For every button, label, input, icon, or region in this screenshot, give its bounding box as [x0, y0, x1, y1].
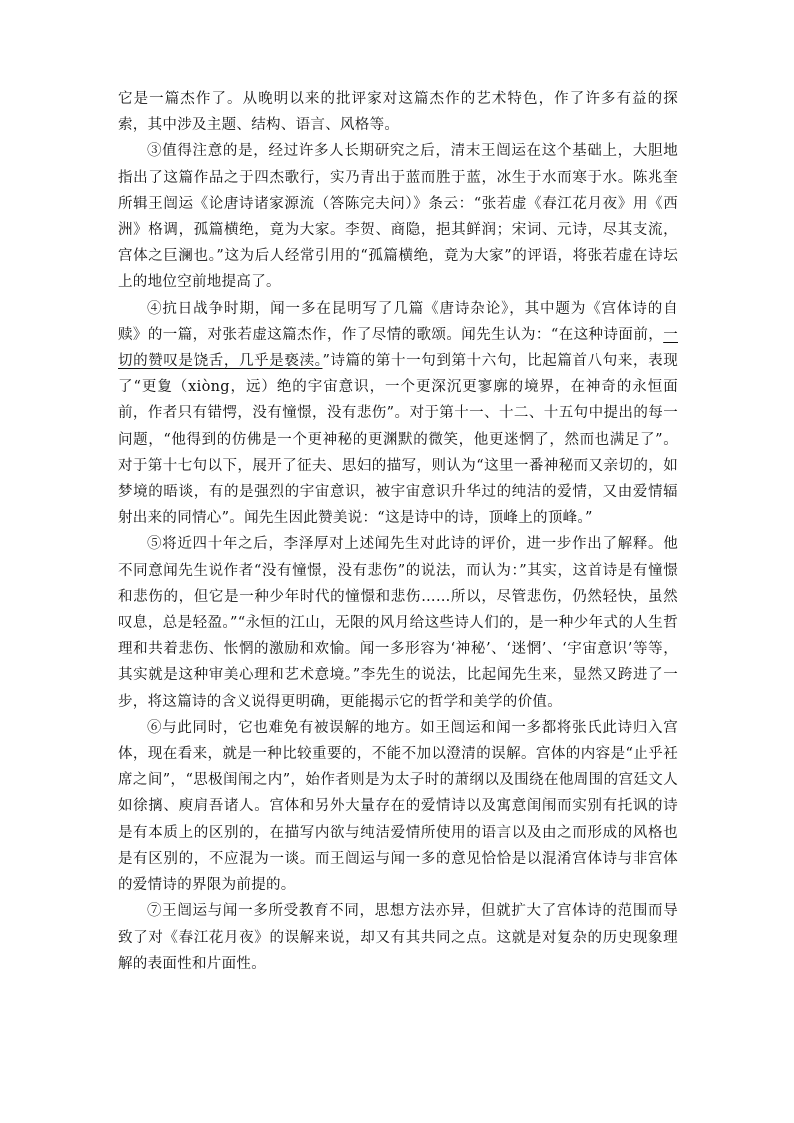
paragraph-continuation — [118, 86, 678, 138]
paragraph-text: ⑦王闿运与闻一多所受教育不同，思想方法亦异，但就扩大了宫体诗的范围而导致了对《春江花月夜》的误解来说，却又有其共同之点。这就是对复杂的历史现象理解的表面性和片面性。 — [118, 903, 678, 972]
paragraph-6 — [118, 715, 678, 898]
paragraph-3 — [118, 138, 678, 295]
paragraph-7 — [118, 898, 678, 977]
paragraph-text: ⑤将近四十年之后，李泽厚对上述闻先生对此诗的评价，进一步作出了解释。他不同意闻先生说作者“没有憧憬，没有悲伤”的说法，而认为：”其实，这首诗是有憧憬和悲伤的，但它是一种少年时代的憧憬和悲伤……所以，尽管悲伤，仍然轻快，虽然叹息，总是轻盈。”“永恒的江山，无限的风月给这些诗人们的，是一种少年式的人生哲理和共着悲伤、怅惘的激励和欢愉。闻一多形容为‘神秘’、‘迷惘’、‘宇宙意识’等等，其实就是这种审美心理和艺术意境。”李先生的说法，比起闻先生来，显然又跨进了一步，将这篇诗的含义说得更明确，更能揭示它的哲学和美学的价值。 — [118, 536, 678, 710]
paragraph-5 — [118, 531, 678, 714]
paragraph-text: ④抗日战争时期，闻一多在昆明写了几篇《唐诗杂论》，其中题为《宫体诗的自赎》的一篇，对张若虚这篇杰作，作了尽情的歌颂。闻先生认为：“在这种诗面前， — [118, 300, 678, 343]
paragraph-text: ③值得注意的是，经过许多人长期研究之后，清末王闿运在这个基础上，大胆地指出了这篇作品之于四杰歌行，实乃青出于蓝而胜于蓝，冰生于水而寒于水。陈兆奎所辑王闿运《论唐诗诸家源流（答陈完夫问）》条云：“张若虚《春江花月夜》用《西洲》格调，孤篇横绝，竟为大家。李贺、商隐，挹其鲜润；宋词、元诗，尽其支流，宫体之巨澜也。”这为后人经常引用的“孤篇横绝，竟为大家”的评语，将张若虚在诗坛上的地位空前地提高了。 — [118, 143, 678, 291]
underlined-quote: 一切的赞叹是饶舌，几乎是亵渎。 — [118, 326, 678, 370]
paragraph-4 — [118, 296, 678, 532]
paragraph-text: 它是一篇杰作了。从晚明以来的批评家对这篇杰作的艺术特色，作了许多有益的探索，其中涉及主题、结构、语言、风格等。 — [118, 91, 678, 134]
paragraph-text: ⑥与此同时，它也难免有被误解的地方。如王闿运和闻一多都将张氏此诗归入宫体，现在看来，就是一种比较重要的，不能不加以澄清的误解。宫体的内容是“止乎衽席之间”，“思极闺闱之内”，始作者则是为太子时的萧纲以及围绕在他周围的宫廷文人如徐摛、庾肩吾诸人。宫体和另外大量存在的爱情诗以及寓意闺闱而实别有托讽的诗是有本质上的区别的，在描写内欲与纯洁爱情所使用的语言以及由之而形成的风格也是有区别的，不应混为一谈。而王闿运与闻一多的意见恰恰是以混淆宫体诗与非宫体的爱情诗的界限为前提的。 — [118, 719, 678, 894]
document-body — [118, 86, 678, 977]
paragraph-text: ”诗篇的第十一句到第十六句，比起篇首八句来，表现了“更夐（xiòng，远）绝的宇宙意识，一个更深沉更寥廓的境界，在神奇的永恒面前，作者只有错愕，没有憧憬，没有悲伤”。对于第十一、十二、十五句中提出的每一问题，“他得到的仿佛是一个更神秘的更渊默的微笑，他更迷惘了，然而也满足了”。对于第十七句以下，展开了征夫、思妇的描写，则认为“这里一番神秘而又亲切的，如梦境的晤谈，有的是强烈的宇宙意识，被宇宙意识升华过的纯洁的爱情，又由爱情辐射出来的同情心”。闻先生因此赞美说：“这是诗中的诗，顶峰上的顶峰。” — [118, 353, 678, 527]
